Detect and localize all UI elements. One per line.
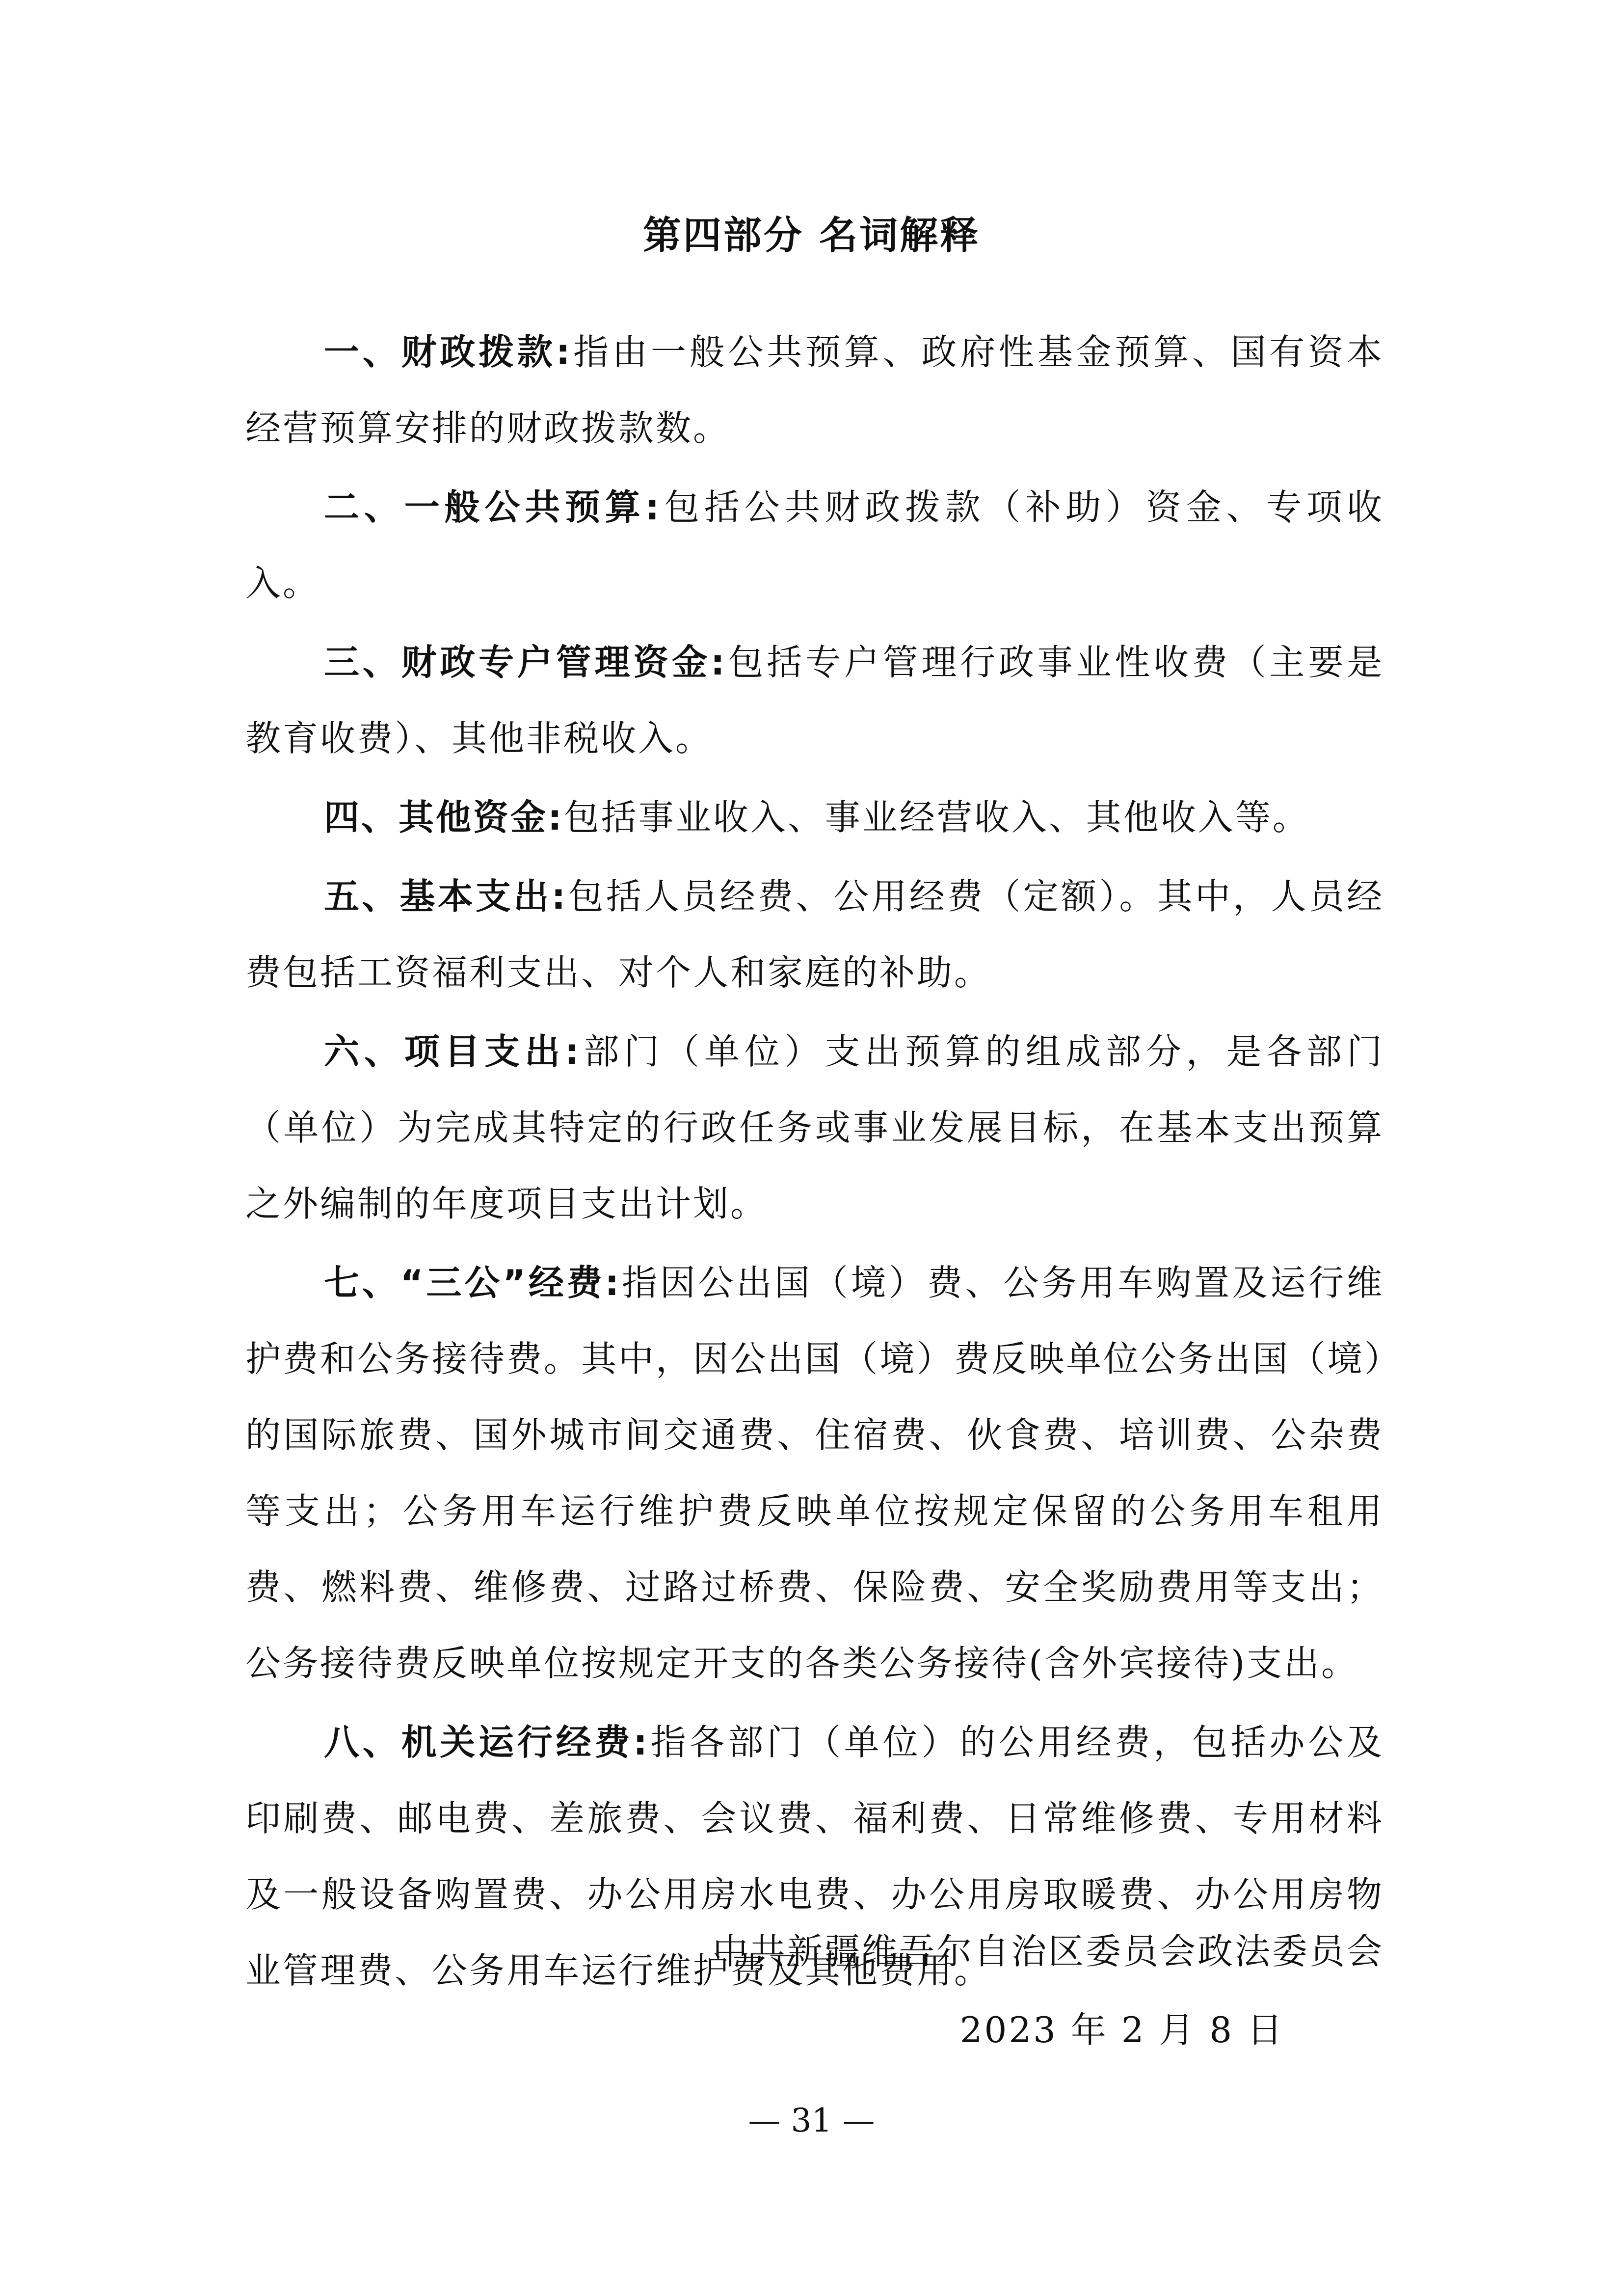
paragraph-general-public-budget: [245, 469, 1384, 621]
term-definition: 指各部门（单位）的公用经费，包括办公及印刷费、邮电费、差旅费、会议费、福利费、日常维修费、专用材料及一般设备购置费、办公用房水电费、办公用房取暖费、办公用房物业管理费、公务用车运行维护费及其他费用。: [245, 1722, 1384, 1991]
term-label: 八、机关运行经费:: [324, 1722, 650, 1763]
term-label: 七、“三公”经费:: [324, 1262, 621, 1303]
paragraph-financial-appropriation: [245, 314, 1384, 466]
paragraph-other-funds: [245, 780, 1384, 856]
issuing-organization: 中共新疆维吾尔自治区委员会政法委员会: [712, 1931, 1384, 1972]
term-label: 五、基本支出:: [324, 876, 568, 917]
term-definition: 包括专户管理行政事业性收费（主要是教育收费）、其他非税收入。: [245, 642, 1384, 759]
page-number: — 31 —: [748, 2102, 875, 2139]
term-definition: 部门（单位）支出预算的组成部分，是各部门（单位）为完成其特定的行政任务或事业发展目标，在基本支出预算之外编制的年度项目支出计划。: [245, 1031, 1384, 1224]
term-label: 一、财政拨款:: [324, 331, 572, 373]
term-definition: 包括事业收入、事业经营收入、其他收入等。: [563, 797, 1310, 838]
term-definition: 包括公共财政拨款（补助）资金、专项收入。: [245, 486, 1384, 604]
term-label: 三、财政专户管理资金:: [324, 642, 727, 683]
issue-date: 2023 年 2 月 8 日: [959, 2009, 1284, 2051]
term-definition: 指由一般公共预算、政府性基金预算、国有资本经营预算安排的财政拨款数。: [245, 331, 1384, 449]
paragraph-special-account-funds: [245, 624, 1384, 777]
term-definition: 包括人员经费、公用经费（定额）。其中，人员经费包括工资福利支出、对个人和家庭的补助。: [245, 876, 1384, 993]
term-definition: 指因公出国（境）费、公务用车购置及运行维护费和公务接待费。其中，因公出国（境）费反映单位公务出国（境）的国际旅费、国外城市间交通费、住宿费、伙食费、培训费、公杂费等支出；公务用车运行维护费反映单位按规定保留的公务用车租用费、燃料费、维修费、过路过桥费、保险费、安全奖励费用等支出；公务接待费反映单位按规定开支的各类公务接待(含外宾接待)支出。: [245, 1262, 1384, 1684]
paragraph-three-public-expenses: [245, 1245, 1384, 1702]
term-label: 六、项目支出:: [324, 1031, 581, 1072]
document-body: [245, 314, 1384, 2012]
page-title: 第四部分 名词解释: [642, 214, 981, 258]
paragraph-basic-expenditure: [245, 859, 1384, 1011]
term-label: 二、一般公共预算:: [324, 486, 662, 528]
paragraph-project-expenditure: [245, 1014, 1384, 1242]
term-label: 四、其他资金:: [324, 797, 564, 838]
